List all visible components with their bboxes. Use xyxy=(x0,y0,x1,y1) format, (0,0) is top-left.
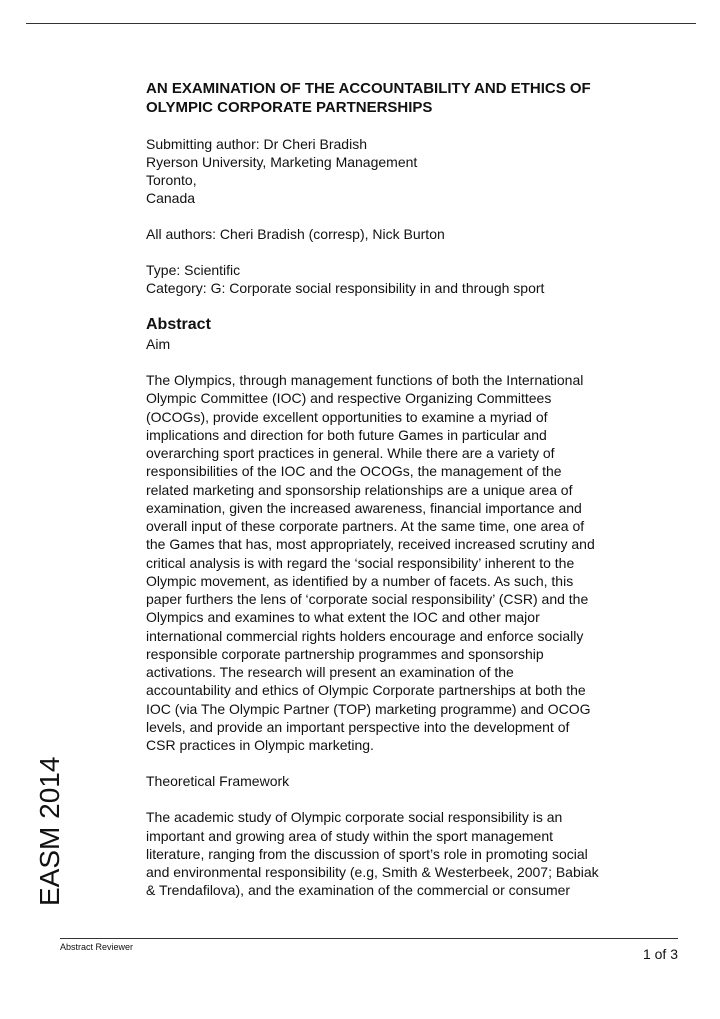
page-number: 1 of 3 xyxy=(642,946,678,962)
aim-paragraph xyxy=(146,371,666,754)
abstract-document xyxy=(146,79,666,900)
type-category-block xyxy=(146,261,666,297)
text-line: overall input of these corporate partners. At the same time, one area of xyxy=(146,518,585,534)
text-line: responsibilities of the IOC and the OCOGs, the management of the xyxy=(146,463,562,480)
text-line: accountability and ethics of Olympic Corporate partnerships at both the xyxy=(146,682,586,699)
text-line: & Trendafilova), and the examination of the commercial or consumer xyxy=(146,882,571,899)
text-line: levels, and provide an important perspective into the development of xyxy=(146,718,570,735)
text-line: and environmental responsibility (e.g, Smith & Westerbeek, 2007; Babiak xyxy=(146,864,599,880)
text-line: The academic study of Olympic corporate social responsibility is an xyxy=(146,809,563,826)
text-line: activations. The research will present an examination of the xyxy=(146,664,514,680)
submitting-author: Submitting author: Dr Cheri Bradish xyxy=(146,136,367,152)
text-line: overarching sport practices in general. While there are a variety of xyxy=(146,445,555,461)
top-rule xyxy=(26,23,696,24)
framework-paragraph xyxy=(146,808,666,899)
text-line: Olympic Committee (IOC) and respective Organizing Committees xyxy=(146,390,552,407)
text-line: literature, ranging from the discussion of sport’s role in promoting social xyxy=(146,845,588,862)
footer-rule xyxy=(60,938,678,939)
aim-label: Aim xyxy=(146,336,171,352)
conference-side-label: EASM 2014 xyxy=(34,756,65,906)
text-line: responsible corporate partnership programmes and sponsorship xyxy=(146,645,544,662)
footer-reviewer-label: Abstract Reviewer xyxy=(60,942,134,952)
country: Canada xyxy=(146,190,196,206)
text-line: international commercial rights holders encourage and enforce socially xyxy=(146,627,584,644)
all-authors: All authors: Cheri Bradish (corresp), Nick Burton xyxy=(146,226,445,242)
title-line: OLYMPIC CORPORATE PARTNERSHIPS xyxy=(146,99,433,116)
category: Category: G: Corporate social responsibility in and through sport xyxy=(146,280,545,296)
type: Type: Scientific xyxy=(146,262,241,278)
text-line: related marketing and sponsorship relationships are a unique area of xyxy=(146,481,573,498)
text-line: (OCOGs), provide excellent opportunities to examine a myriad of xyxy=(146,408,548,425)
text-line: the Games that has, most appropriately, received increased scrutiny and xyxy=(146,536,595,553)
framework-label: Theoretical Framework xyxy=(146,773,290,790)
text-line: paper furthers the lens of ‘corporate social responsibility’ (CSR) and the xyxy=(146,591,589,607)
title-line: AN EXAMINATION OF THE ACCOUNTABILITY AND ETHICS OF xyxy=(146,80,591,97)
text-line: IOC (via The Olympic Partner (TOP) marketing programme) and OCOG xyxy=(146,700,591,717)
affiliation: Ryerson University, Marketing Management xyxy=(146,154,418,170)
text-line: CSR practices in Olympic marketing. xyxy=(146,737,374,753)
text-line: critical analysis is with regard the ‘social responsibility’ inherent to the xyxy=(146,554,575,571)
text-line: important and growing area of study within the sport management xyxy=(146,827,554,844)
text-line: Olympics and examines to what extent the IOC and other major xyxy=(146,609,540,626)
text-line: Olympic movement, as identified by a number of facets. As such, this xyxy=(146,572,574,589)
paper-title xyxy=(146,79,666,117)
submitting-author-block xyxy=(146,135,666,207)
text-line: examination, given the increased awareness, financial importance and xyxy=(146,499,582,516)
text-line: implications and direction for both future Games in particular and xyxy=(146,426,547,443)
abstract-heading: Abstract xyxy=(146,316,211,333)
city: Toronto, xyxy=(146,172,197,188)
text-line: The Olympics, through management functions of both the International xyxy=(146,372,584,388)
